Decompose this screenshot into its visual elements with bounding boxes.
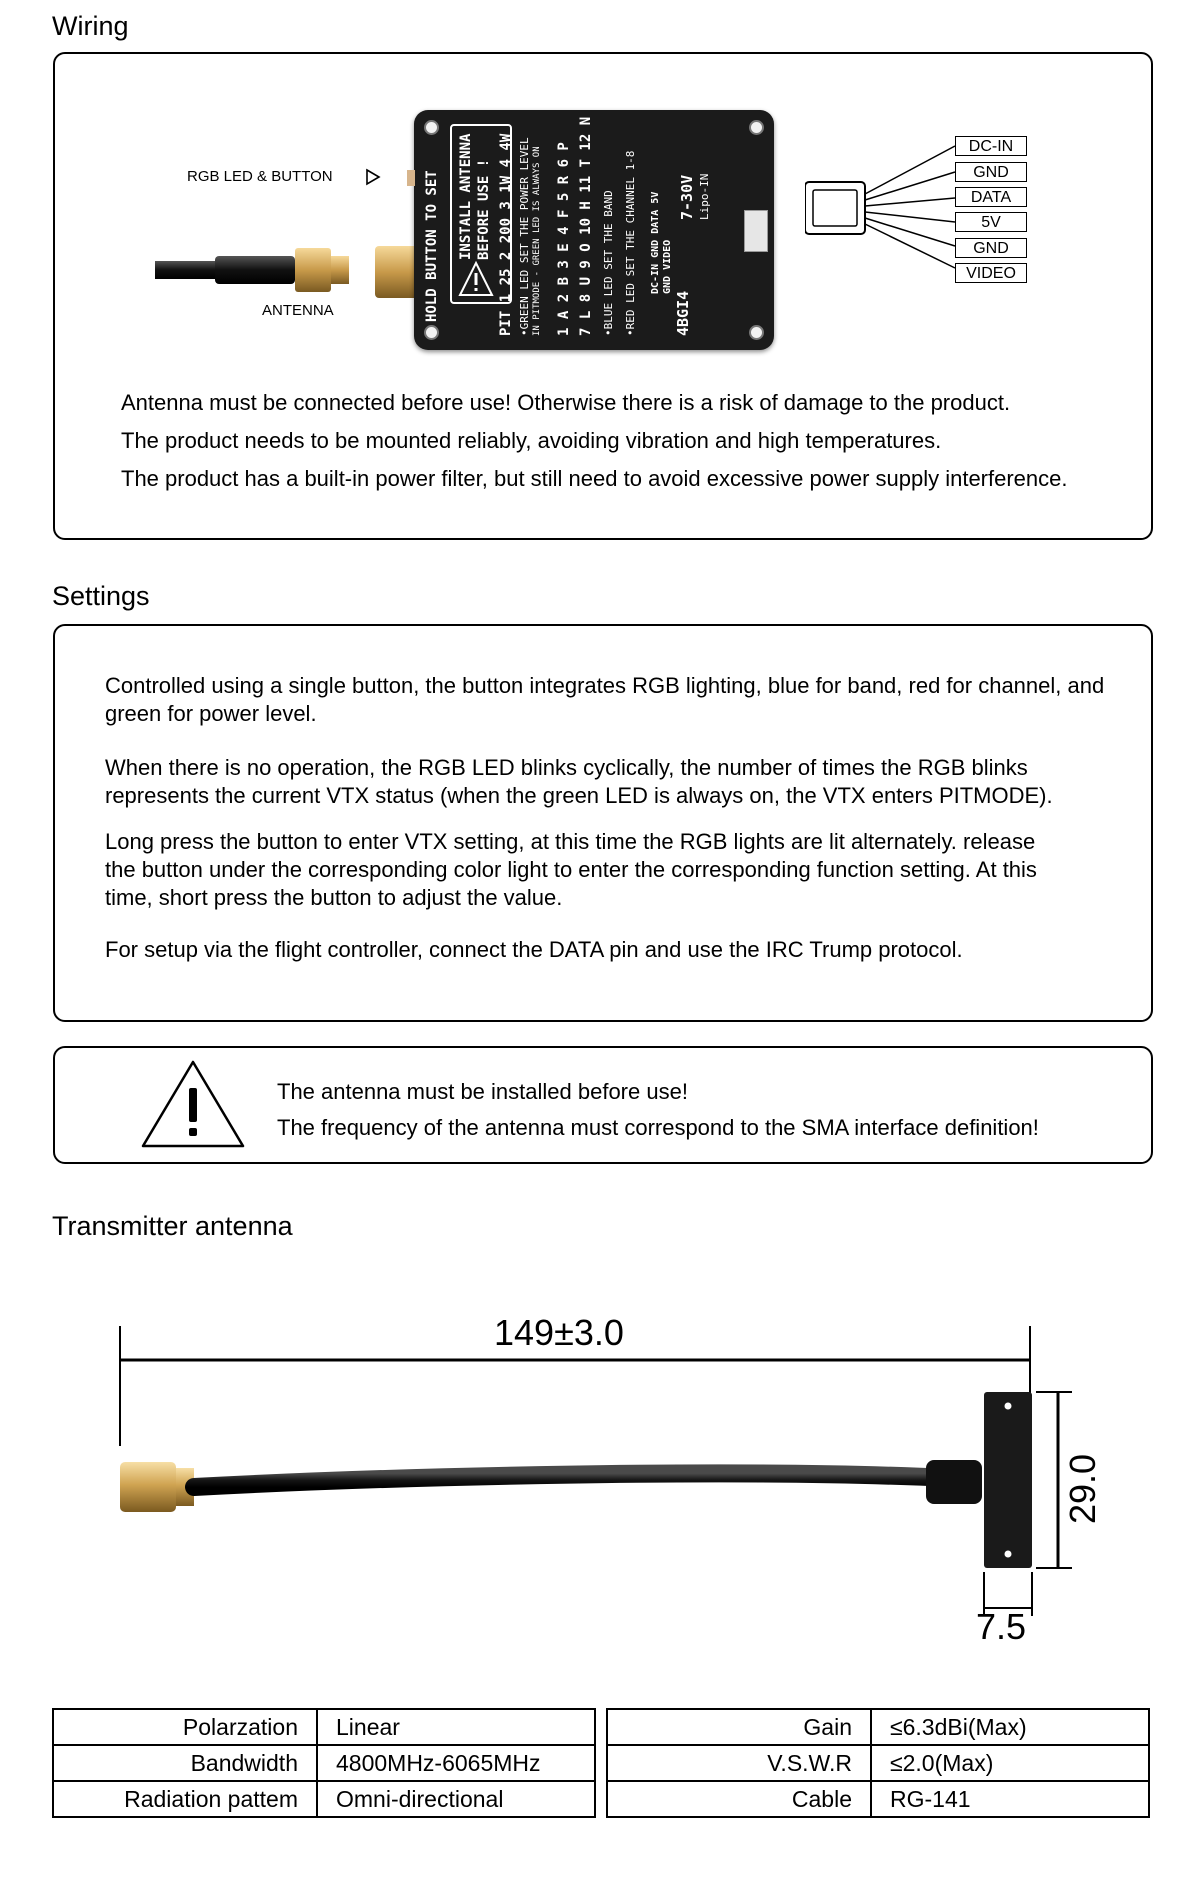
length-dimension: 149±3.0 <box>494 1312 624 1353</box>
sma-connector-icon <box>155 232 425 312</box>
wiring-notes <box>121 384 1068 498</box>
spec-table-left <box>52 1708 596 1818</box>
board-pitmode: IN PITMODE - GREEN LED IS ALWAYS ON <box>532 146 542 336</box>
wiring-heading: Wiring <box>52 11 129 41</box>
table-row <box>607 1781 1149 1817</box>
warning-triangle-icon <box>458 260 494 298</box>
warning-panel <box>53 1046 1153 1164</box>
settings-heading: Settings <box>52 581 150 611</box>
height-dimension: 29.0 <box>1062 1453 1103 1524</box>
board-pins: DC-IN GND DATA 5V GND VIDEO <box>650 191 673 294</box>
settings-paragraph: Long press the button to enter VTX setting, at this time the RGB lights are lit alternately. release the button under the corresponding color light to enter the corresponding function setting. At this time, short press the button to adjust the value. <box>105 829 1037 910</box>
board-model: 4BGI4 <box>674 290 692 336</box>
antenna-label: ANTENNA <box>262 302 334 319</box>
settings-paragraph: Controlled using a single button, the button integrates RGB lighting, blue for band, red for channel, and green for power level. <box>105 673 1105 726</box>
screw-hole-icon <box>424 325 439 340</box>
board-bands-row2: 7 L 8 U 9 O 10 H 11 T 12 N <box>578 116 594 336</box>
spec-key: V.S.W.R <box>607 1745 871 1781</box>
width-dimension: 7.5 <box>976 1606 1027 1647</box>
spec-value: 4800MHz-6065MHz <box>317 1745 595 1781</box>
spec-table-right <box>606 1708 1150 1818</box>
rgb-led-label: RGB LED & BUTTON <box>187 168 333 185</box>
spec-key: Bandwidth <box>53 1745 317 1781</box>
antenna-drawing <box>100 1310 1120 1670</box>
spec-key: Polarzation <box>53 1709 317 1745</box>
board-red-led: •RED LED SET THE CHANNEL 1-8 <box>624 150 637 336</box>
screw-hole-icon <box>749 325 764 340</box>
wiring-note: The product has a built-in power filter, but still need to avoid excessive power supply interference. <box>121 466 1068 491</box>
wiring-note: The product needs to be mounted reliably, avoiding vibration and high temperatures. <box>121 428 942 453</box>
board-voltage: 7-30V <box>678 174 696 220</box>
wiring-note: Antenna must be connected before use! Otherwise there is a risk of damage to the product. <box>121 390 1011 415</box>
spec-key: Cable <box>607 1781 871 1817</box>
screw-hole-icon <box>749 120 764 135</box>
board-hold-text: HOLD BUTTON TO SET <box>424 170 440 322</box>
antenna-heading: Transmitter antenna <box>52 1211 293 1241</box>
spec-key: Radiation pattem <box>53 1781 317 1817</box>
board-install-line1: INSTALL ANTENNA <box>458 133 474 260</box>
board-green-led: •GREEN LED SET THE POWER LEVEL <box>518 137 531 336</box>
pin-label: DC-IN <box>955 136 1027 156</box>
board-connector <box>744 210 768 252</box>
table-row <box>607 1709 1149 1745</box>
board-install-line2: BEFORE USE ! <box>476 158 492 260</box>
board-lipo: Lipo-IN <box>698 173 711 220</box>
pin-label: VIDEO <box>955 263 1027 283</box>
table-row <box>53 1745 595 1781</box>
spec-key: Gain <box>607 1709 871 1745</box>
pin-label: 5V <box>955 212 1027 232</box>
vtx-board <box>414 110 774 350</box>
board-bands-row1: 1 A 2 B 3 E 4 F 5 R 6 P <box>556 142 572 336</box>
spec-value: Omni-directional <box>317 1781 595 1817</box>
board-blue-led: •BLUE LED SET THE BAND <box>602 190 615 336</box>
settings-panel <box>53 624 1153 1022</box>
spec-value: ≤6.3dBi(Max) <box>871 1709 1149 1745</box>
pin-label: DATA <box>955 187 1027 207</box>
board-power-levels: PIT 1 25 2 200 3 1W 4 4W <box>498 133 514 336</box>
settings-paragraph: When there is no operation, the RGB LED blinks cyclically, the number of times the RGB blinks represents the current VTX status (when the green LED is always on, the VTX enters PITMODE). <box>105 755 1053 808</box>
pin-label: GND <box>955 162 1027 182</box>
warning-line: The antenna must be installed before use! <box>277 1079 688 1104</box>
screw-hole-icon <box>424 120 439 135</box>
arrow-right-icon <box>365 168 381 186</box>
table-row <box>53 1781 595 1817</box>
table-row <box>53 1709 595 1745</box>
led-button <box>407 170 415 186</box>
settings-paragraph: For setup via the flight controller, connect the DATA pin and use the IRC Trump protocol. <box>105 937 963 962</box>
wiring-panel <box>53 52 1153 540</box>
spec-value: ≤2.0(Max) <box>871 1745 1149 1781</box>
spec-value: Linear <box>317 1709 595 1745</box>
warning-icon <box>139 1058 247 1150</box>
warning-text <box>277 1074 1039 1146</box>
pin-label: GND <box>955 238 1027 258</box>
spec-value: RG-141 <box>871 1781 1149 1817</box>
table-row <box>607 1745 1149 1781</box>
warning-line: The frequency of the antenna must correspond to the SMA interface definition! <box>277 1115 1039 1140</box>
